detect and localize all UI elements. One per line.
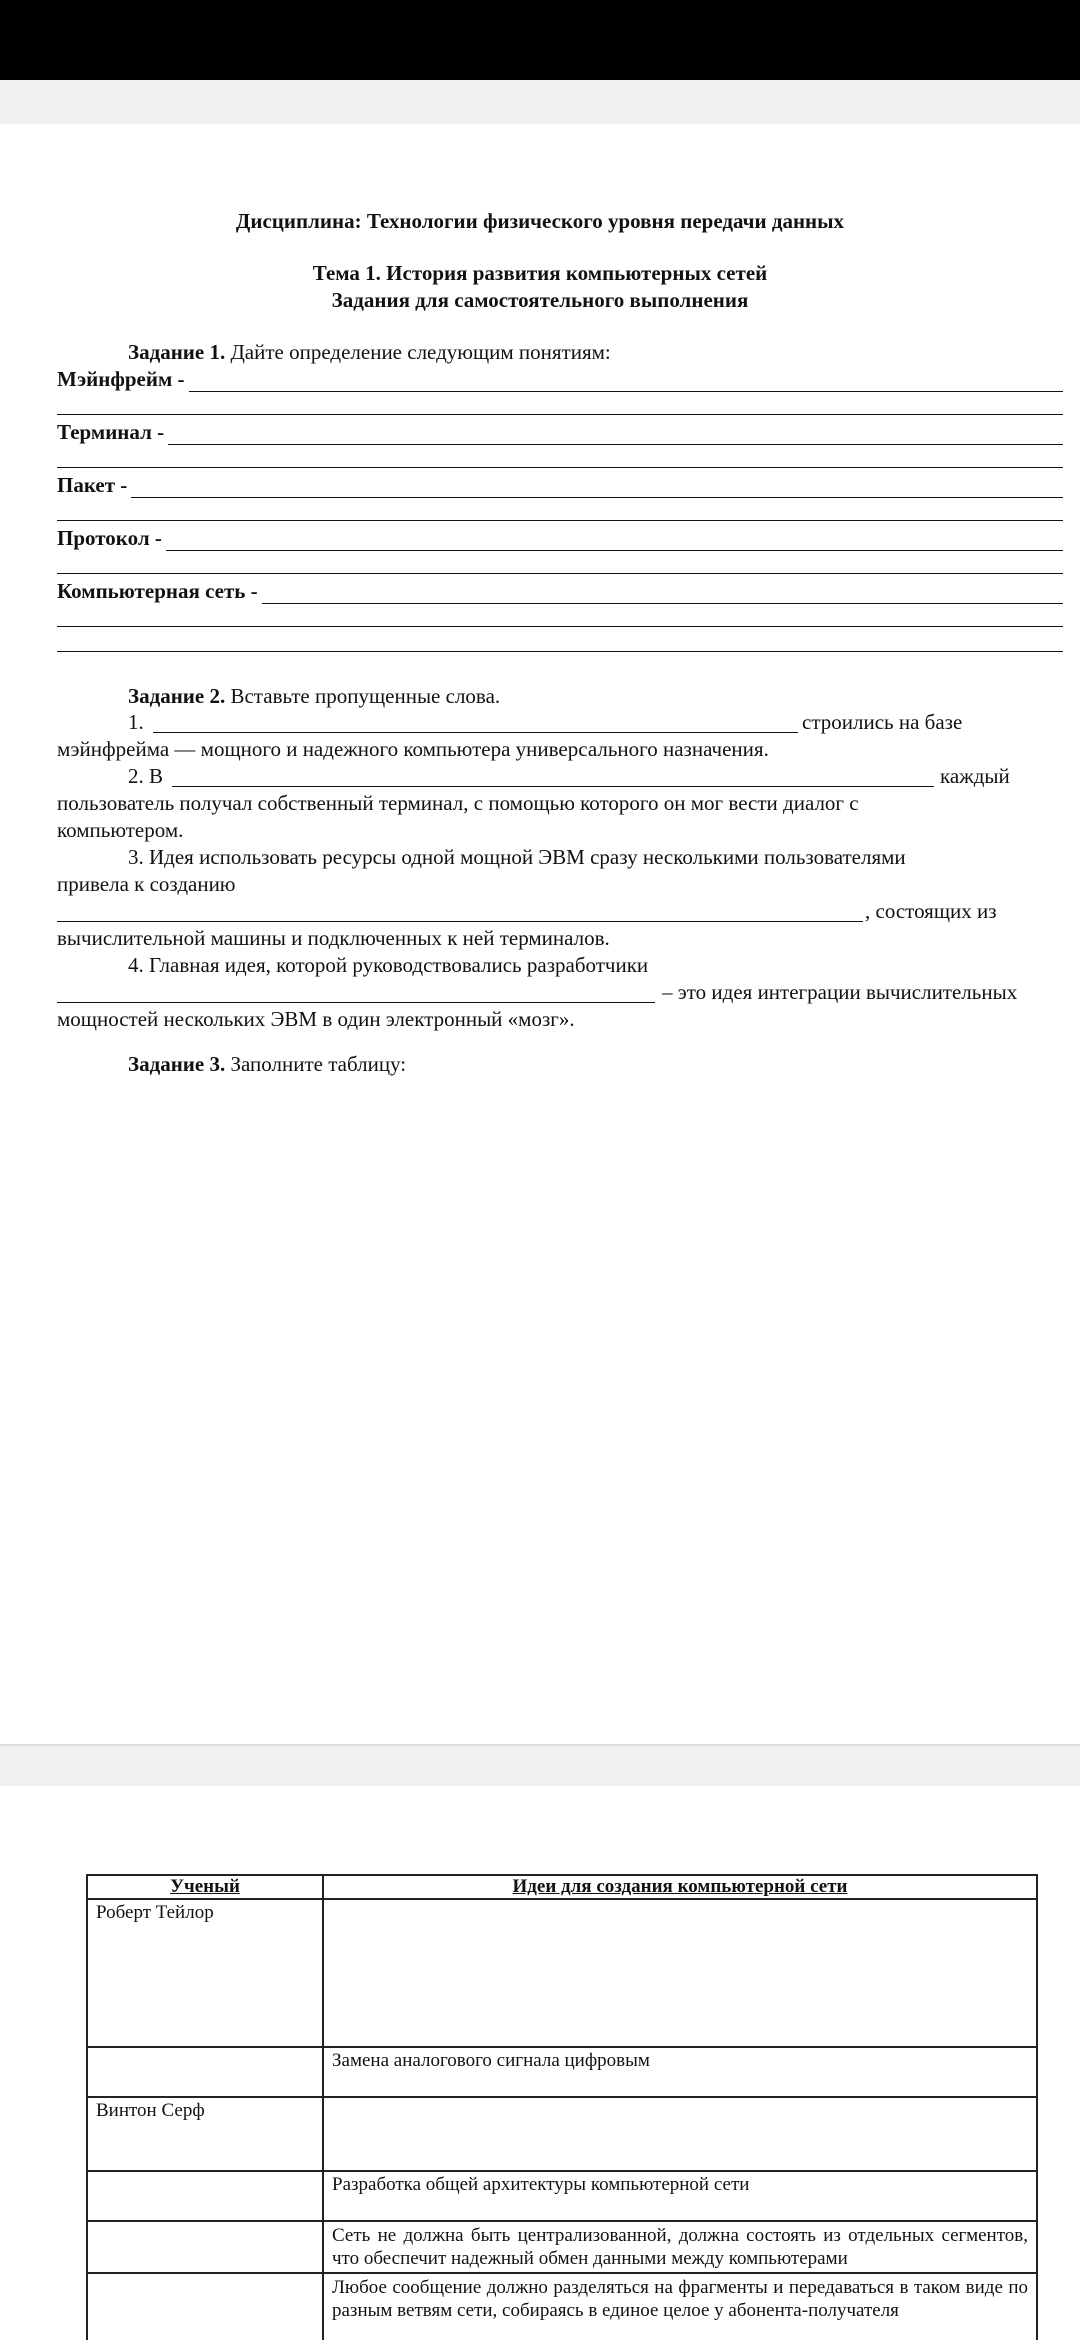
answer-line [166,530,1063,551]
item2-line3: компьютером. [57,818,184,842]
scientists-ideas-table [86,1874,1038,2340]
task1-text: Дайте определение следующим понятиям: [230,340,611,364]
term-packet: Пакет - [57,473,128,497]
idea-cell [323,1899,1037,2047]
answer-line [262,583,1063,604]
answer-line [57,520,1063,521]
fill-blank-2 [172,764,934,787]
definition-row-protocol [57,525,1063,551]
idea-cell: Замена аналогового сигнала цифровым [323,2047,1037,2097]
item4-line1: 4. Главная идея, которой руководствовались разработчики [128,953,649,977]
fill-blank-4 [57,980,655,1003]
item3-after-text: , состоящих из [865,899,997,923]
scientist-cell [87,2171,323,2221]
item1-line2: мэйнфрейма — мощного и надежного компьютера универсального назначения. [57,737,769,761]
definition-row-packet [57,472,1063,498]
item2-after-text: каждый [940,764,1010,788]
item4-line3: мощностей нескольких ЭВМ в один электронный «мозг». [57,1007,575,1031]
fill-blank-3 [57,899,863,922]
task1-label: Задание 1. [128,340,226,364]
table-row [87,2047,1037,2097]
idea-cell: Разработка общей архитектуры компьютерной сети [323,2171,1037,2221]
task2-label: Задание 2. [128,684,226,708]
term-mainframe: Мэйнфрейм - [57,367,185,391]
fill-blank-1 [153,710,798,733]
answer-line [57,573,1063,574]
term-computer-network: Компьютерная сеть - [57,579,258,603]
task3-label: Задание 3. [128,1052,226,1076]
status-bar [0,0,1080,80]
item1-number: 1. [128,710,144,734]
table-row [87,2221,1037,2273]
header-ideas: Идеи для создания компьютерной сети [323,1875,1037,1899]
page-gap-top [0,80,1080,124]
table-row [87,2097,1037,2171]
item2-line2: пользователь получал собственный терминал, с помощью которого он мог вести диалог с [57,791,859,815]
item3-line1: 3. Идея использовать ресурсы одной мощной ЭВМ сразу несколькими пользователями [128,845,906,869]
scientist-cell: Винтон Серф [87,2097,323,2171]
task3-heading [128,1052,406,1077]
task3-text: Заполните таблицу: [230,1052,407,1076]
definition-row-mainframe [57,366,1063,392]
scientist-cell: Роберт Тейлор [87,1899,323,2047]
answer-line [131,477,1063,498]
item3-line4: вычислительной машины и подключенных к ней терминалов. [57,926,610,950]
scientist-cell [87,2047,323,2097]
table-row [87,2171,1037,2221]
item1-after-text: строились на базе [802,710,963,734]
term-protocol: Протокол - [57,526,162,550]
scientist-cell [87,2221,323,2273]
definition-row-network [57,578,1063,604]
topic-heading: Тема 1. История развития компьютерных сетей [312,261,768,285]
idea-cell [323,2097,1037,2171]
item4-after-text: – это идея интеграции вычислительных [662,980,1018,1004]
tasks-subtitle: Задания для самостоятельного выполнения [331,288,749,312]
answer-line [168,424,1063,445]
term-terminal: Терминал - [57,420,165,444]
task2-text: Вставьте пропущенные слова. [230,684,501,708]
header-scientist: Ученый [87,1875,323,1899]
idea-cell: Сеть не должна быть централизованной, должна состоять из отдельных сегментов, что обеспечит надежный обмен данными между компьютерами [323,2221,1037,2273]
table-header-row [87,1875,1037,1899]
answer-line [57,414,1063,415]
answer-line [57,626,1063,627]
scientist-cell [87,2273,323,2340]
item3-line2: привела к созданию [57,872,236,896]
answer-line [189,371,1063,392]
table-row [87,2273,1037,2340]
task1-heading [128,340,611,365]
task2-heading [128,684,500,709]
page-gap-middle [0,1744,1080,1788]
document-page-2 [0,1786,1080,2340]
table-row [87,1899,1037,2047]
definition-row-terminal [57,419,1063,445]
answer-line [57,651,1063,652]
discipline-heading: Дисциплина: Технологии физического уровня передачи данных [235,209,845,233]
answer-line [57,467,1063,468]
item2-number: 2. В [128,764,164,788]
document-page-1 [0,124,1080,1744]
idea-cell: Любое сообщение должно разделяться на фрагменты и передаваться в таком виде по разным ветвям сети, собираясь в единое целое у абонента-получателя [323,2273,1037,2340]
